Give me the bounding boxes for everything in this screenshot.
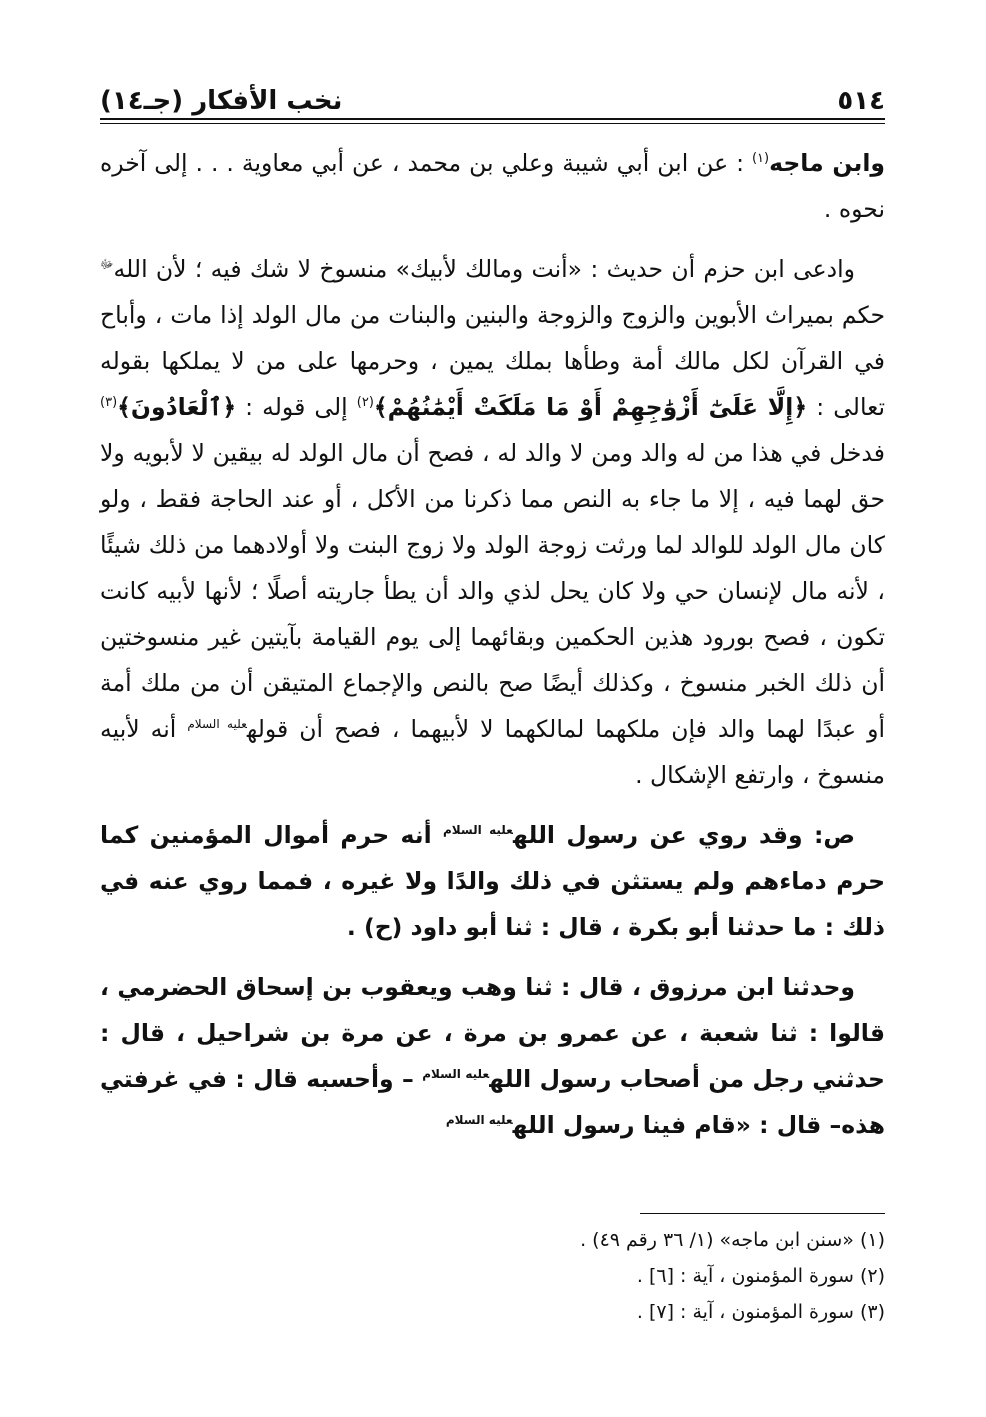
page-number: ٥١٤	[837, 86, 885, 116]
paragraph-hadith-chain	[100, 964, 885, 1148]
header-rule	[100, 118, 885, 120]
footnote-3: (٣) سورة المؤمنون ، آية : [٧] .	[636, 1301, 885, 1323]
footnotes	[100, 1222, 885, 1330]
footnote-2: (٢) سورة المؤمنون ، آية : [٦] .	[636, 1265, 885, 1287]
honorific-glyph: عليه السلام	[445, 1113, 513, 1128]
body-text	[100, 140, 885, 1162]
quran-verse-7: ﴿ٱلْعَادُونَ﴾	[117, 393, 237, 421]
ibn-hazm-text-5: أنه لأبيه منسوخ ، وارتفع الإشكال .	[100, 715, 885, 789]
honorific-glyph: عليه السلام	[443, 823, 513, 838]
honorific-glyph: عليه السلام	[422, 1067, 490, 1082]
honorific-glyph: ﷻ	[100, 257, 114, 272]
ibn-majah-lead: وابن ماجه	[769, 149, 885, 177]
sad-text-1: ص: وقد روي عن رسول الله	[512, 821, 855, 849]
footnote-ref-3: (٣)	[100, 395, 118, 411]
footnote-rule	[640, 1213, 885, 1214]
page-header	[100, 76, 885, 116]
footnote-ref-1: (١)	[751, 151, 770, 167]
paragraph-ibn-hazm	[100, 246, 885, 798]
ibn-hazm-text-4: فدخل في هذا من له والد ومن لا والد له ، فصح أن مال الولد له بيقين لا لأبويه ولا حق لهما فيه ، إلا ما جاء به النص مما ذكرنا من الأكل ، أو عند الحاجة فقط ، ولو كان مال الولد للوالد لما ورثت زوجة الولد ولا زوج البنت ولا أولادهما من ذلك شيئًا ، لأنه مال لإنسان حي ولا كان يحل لذي والد أن يطأ جاريته أصلًا ؛ لأنها لأبيه كانت تكون ، فصح بورود هذين الحكمين وبقائهما إلى يوم القيامة بآيتين غير منسوختين أن ذلك الخبر منسوخ ، وكذلك أيضًا صح بالنص والإجماع المتيقن أن من ملك أمة أو عبدًا لهما والد فإن ملكهما لمالكهما لا لأبيهما ، فصح أن قوله	[100, 439, 885, 743]
paragraph-text-sad	[100, 812, 885, 950]
footnote-ref-2: (٢)	[356, 395, 374, 411]
honorific-glyph: عليه السلام	[187, 717, 247, 732]
ibn-hazm-text-2: حكم بميراث الأبوين والزوج والزوجة والبنين والبنات من مال الولد إذا مات ، وأباح في القرآن لكل مالك أمة وطأها بملك يمين ، وحرمها على من لا يملكها بقوله تعالى :	[100, 301, 885, 421]
ibn-majah-text: : عن ابن أبي شيبة وعلي بن محمد ، عن أبي معاوية . . . إلى آخره نحوه .	[100, 149, 885, 223]
quran-verse-6: ﴿إِلَّا عَلَىٰٓ أَزْوَٰجِهِمْ أَوْ مَا مَلَكَتْ أَيْمَٰنُهُمْ﴾	[373, 393, 808, 421]
chain-text-2: – وأحسبه قال : في غرفتي هذه– قال : «قام فينا رسول الله	[100, 1065, 885, 1139]
ibn-hazm-text-1: وادعى ابن حزم أن حديث : «أنت ومالك لأبيك» منسوخ لا شك فيه ؛ لأن الله	[113, 255, 855, 283]
book-title: نخب الأفكار (جـ١٤)	[100, 86, 343, 116]
paragraph-ibn-majah	[100, 140, 885, 232]
footnote-1: (١) «سنن ابن ماجه» (١/ ٣٦ رقم ٤٩) .	[580, 1229, 885, 1251]
chain-text-1: وحدثنا ابن مرزوق ، قال : ثنا وهب ويعقوب بن إسحاق الحضرمي ، قالوا : ثنا شعبة ، عن عمرو بن مرة ، عن مرة بن شراحيل ، قال : حدثني رجل من أصحاب رسول الله	[100, 973, 885, 1093]
ibn-hazm-text-3: إلى قوله :	[236, 393, 357, 421]
header-rule-thin	[100, 123, 885, 124]
sad-text-2: أنه حرم أموال المؤمنين كما حرم دماءهم ولم يستثن في ذلك والدًا ولا غيره ، فمما روي عنه في ذلك : ما حدثنا أبو بكرة ، قال : ثنا أبو داود (ح) .	[100, 821, 885, 941]
